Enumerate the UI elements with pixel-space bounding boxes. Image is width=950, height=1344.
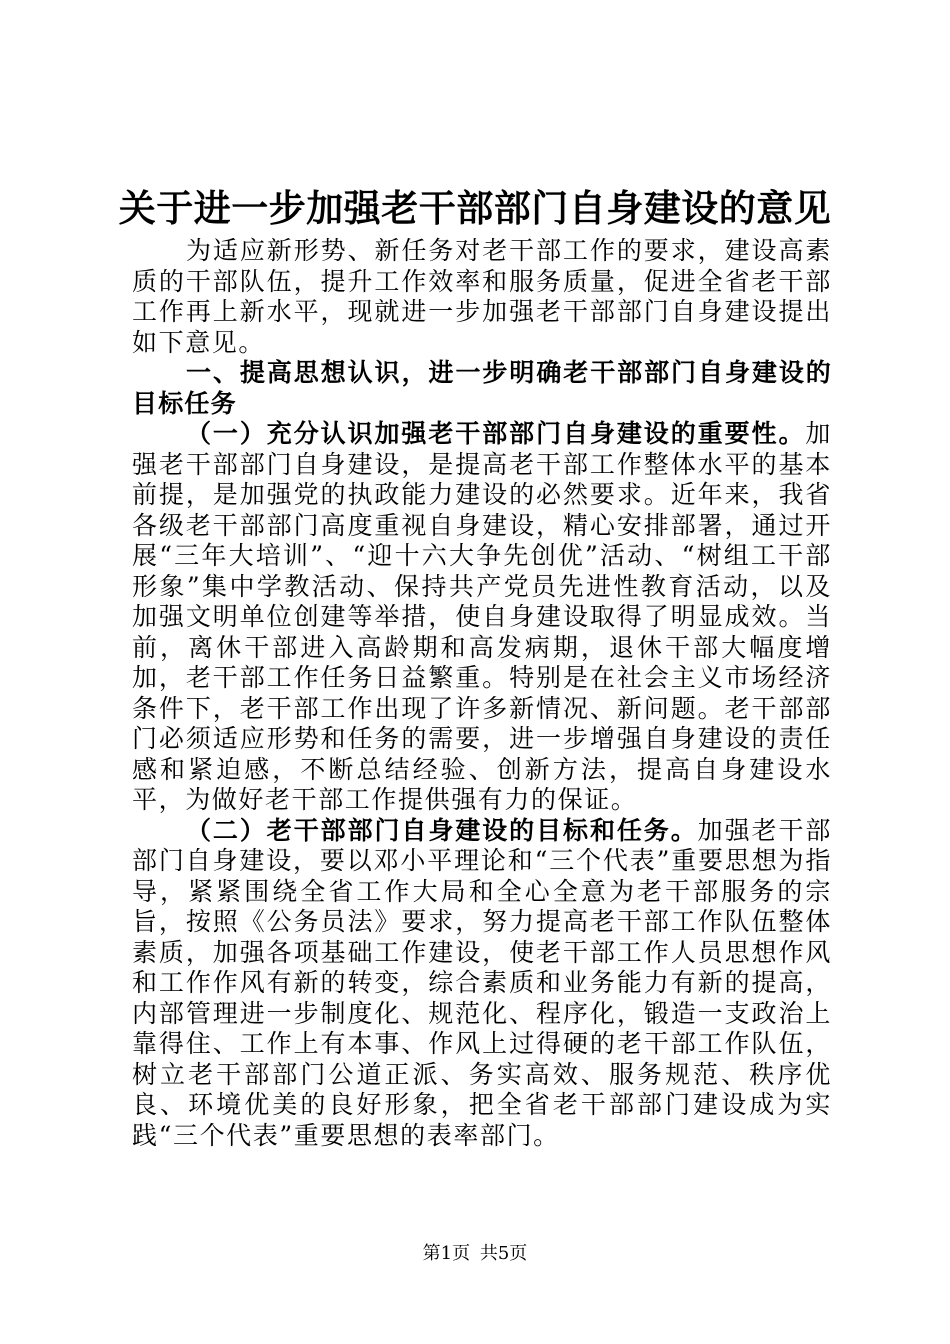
subsection-2-heading: （二）老干部部门自身建设的目标和任务。	[186, 815, 698, 845]
page-number: 第1页	[422, 1243, 471, 1264]
page-total: 共5页	[479, 1243, 528, 1264]
subsection-2-paragraph	[132, 816, 832, 1152]
intro-paragraph: 为适应新形势、新任务对老干部工作的要求，建设高素质的干部队伍，提升工作效率和服务质量，促进全省老干部工作再上新水平，现就进一步加强老干部部门自身建设提出如下意见。	[132, 236, 832, 357]
document-title: 关于进一步加强老干部部门自身建设的意见	[118, 186, 832, 230]
document-body	[132, 236, 832, 1151]
subsection-1-heading: （一）充分认识加强老干部部门自身建设的重要性。	[186, 419, 806, 448]
subsection-2-text: 加强老干部部门自身建设，要以邓小平理论和“三个代表”重要思想为指导，紧紧围绕全省工作大局和全心全意为老干部服务的宗旨，按照《公务员法》要求，努力提高老干部工作队伍整体素质，加强各项基础工作建设，使老干部工作人员思想作风和工作作风有新的转变，综合素质和业务能力有新的提高，内部管理进一步制度化、规范化、程序化，锻造一支政治上靠得住、工作上有本事、作风上过得硬的老干部工作队伍，树立老干部部门公道正派、务实高效、服务规范、秩序优良、环境优美的良好形象，把全省老干部部门建设成为实践“三个代表”重要思想的表率部门。	[132, 815, 832, 1150]
subsection-1-text: 加强老干部部门自身建设，是提高老干部工作整体水平的基本前提，是加强党的执政能力建设的必然要求。近年来，我省各级老干部部门高度重视自身建设，精心安排部署，通过开展“三年大培训”、“迎十六大争先创优”活动、“树组工干部形象”集中学教活动、保持共产党员先进性教育活动，以及加强文明单位创建等举措，使自身建设取得了明显成效。当前，离休干部进入高龄期和高发病期，退休干部大幅度增加，老干部工作任务日益繁重。特别是在社会主义市场经济条件下，老干部工作出现了许多新情况、新问题。老干部部门必须适应形势和任务的需要，进一步增强自身建设的责任感和紧迫感，不断总结经验、创新方法，提高自身建设水平，为做好老干部工作提供强有力的保证。	[132, 419, 832, 814]
section-heading: 一、提高思想认识，进一步明确老干部部门自身建设的目标任务	[132, 358, 832, 418]
subsection-1-paragraph	[132, 419, 832, 816]
page-footer	[0, 1243, 950, 1265]
